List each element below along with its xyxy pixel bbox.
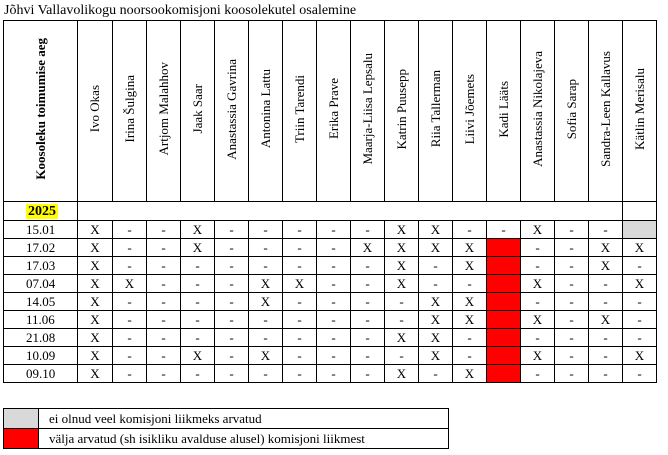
meeting-date: 11.06 [4, 311, 78, 329]
member-header [487, 21, 521, 202]
attendance-cell: - [283, 239, 317, 257]
attendance-cell: X [78, 239, 113, 257]
attendance-cell: X [623, 347, 657, 365]
member-header [555, 21, 589, 202]
member-header [623, 21, 657, 202]
member-header [181, 21, 215, 202]
attendance-cell: - [181, 275, 215, 293]
attendance-cell: - [351, 311, 385, 329]
attendance-cell: - [555, 293, 589, 311]
member-name: Erika Prave [325, 78, 341, 140]
attendance-cell: X [181, 221, 215, 239]
excluded-cell [487, 311, 521, 329]
excluded-cell [487, 293, 521, 311]
year-label: 2025 [28, 203, 56, 219]
legend-text: ei olnud veel komisjoni liikmeks arvatud [39, 409, 449, 429]
attendance-cell: - [215, 347, 249, 365]
table-row [4, 293, 657, 311]
attendance-cell: - [215, 257, 249, 275]
meeting-date: 17.03 [4, 257, 78, 275]
attendance-cell: - [147, 239, 181, 257]
member-header [385, 21, 419, 202]
attendance-cell: - [113, 221, 147, 239]
attendance-cell: - [181, 257, 215, 275]
attendance-cell: - [555, 329, 589, 347]
attendance-cell: - [453, 347, 487, 365]
header-row [4, 21, 657, 202]
table-row [4, 365, 657, 383]
attendance-cell: - [181, 311, 215, 329]
member-header [147, 21, 181, 202]
attendance-cell: X [419, 311, 453, 329]
attendance-cell: X [589, 239, 623, 257]
attendance-cell: - [147, 311, 181, 329]
member-name: Antonina Lattu [257, 69, 273, 149]
member-name: Sofia Sarap [563, 78, 579, 140]
attendance-cell: - [317, 257, 351, 275]
attendance-cell: - [351, 347, 385, 365]
attendance-cell: X [78, 311, 113, 329]
member-header [521, 21, 555, 202]
table-row [4, 311, 657, 329]
attendance-cell: - [555, 221, 589, 239]
attendance-cell: - [385, 347, 419, 365]
table-row [4, 329, 657, 347]
attendance-cell: X [78, 221, 113, 239]
table-row [4, 347, 657, 365]
attendance-cell: - [453, 221, 487, 239]
attendance-cell: X [521, 347, 555, 365]
table-row [4, 221, 657, 239]
legend-row [4, 409, 449, 429]
attendance-cell: - [589, 365, 623, 383]
attendance-cell: - [555, 239, 589, 257]
attendance-cell: - [249, 257, 283, 275]
member-header [419, 21, 453, 202]
attendance-cell: X [385, 365, 419, 383]
attendance-cell: - [113, 311, 147, 329]
meeting-date: 09.10 [4, 365, 78, 383]
attendance-cell: X [623, 275, 657, 293]
attendance-cell: - [521, 239, 555, 257]
member-name: Irina Šulgina [121, 75, 137, 143]
attendance-cell: - [249, 311, 283, 329]
attendance-cell: X [623, 239, 657, 257]
attendance-cell: - [215, 329, 249, 347]
attendance-cell: X [249, 347, 283, 365]
attendance-cell: X [453, 311, 487, 329]
attendance-cell: - [385, 293, 419, 311]
attendance-cell: - [147, 329, 181, 347]
attendance-cell: - [385, 311, 419, 329]
attendance-cell: X [453, 257, 487, 275]
attendance-cell: - [521, 365, 555, 383]
member-name: Anastassia Nikolajeva [529, 51, 545, 167]
attendance-cell: - [419, 365, 453, 383]
member-header [249, 21, 283, 202]
member-name: Riia Tallerman [427, 70, 443, 148]
attendance-cell: X [419, 329, 453, 347]
legend-swatch [4, 409, 39, 429]
attendance-cell: - [453, 329, 487, 347]
page-title: Jõhvi Vallavolikogu noorsookomisjoni koosolekutel osalemine [4, 3, 357, 18]
attendance-cell: X [351, 239, 385, 257]
attendance-cell: - [113, 257, 147, 275]
member-name: Artjom Malahhov [155, 62, 171, 156]
attendance-cell: - [419, 275, 453, 293]
attendance-cell: - [623, 257, 657, 275]
attendance-cell: X [385, 257, 419, 275]
attendance-cell: - [317, 275, 351, 293]
attendance-cell: - [419, 257, 453, 275]
attendance-cell: - [555, 275, 589, 293]
attendance-cell: - [555, 257, 589, 275]
attendance-cell: - [147, 257, 181, 275]
attendance-cell: - [249, 365, 283, 383]
attendance-cell: - [555, 347, 589, 365]
member-name: Kadi Lääts [495, 80, 511, 138]
attendance-cell: X [78, 347, 113, 365]
member-header [453, 21, 487, 202]
excluded-cell [487, 365, 521, 383]
attendance-cell: X [453, 293, 487, 311]
attendance-cell: X [419, 293, 453, 311]
attendance-cell: X [249, 293, 283, 311]
attendance-cell: X [78, 275, 113, 293]
attendance-cell: - [181, 293, 215, 311]
meeting-date: 21.08 [4, 329, 78, 347]
year-row-end [623, 202, 657, 221]
table-row [4, 257, 657, 275]
attendance-cell: X [521, 221, 555, 239]
attendance-cell: - [215, 365, 249, 383]
attendance-cell: - [283, 329, 317, 347]
attendance-cell: - [623, 329, 657, 347]
year-row [4, 202, 657, 221]
excluded-cell [487, 329, 521, 347]
attendance-cell: - [589, 347, 623, 365]
attendance-cell: - [181, 329, 215, 347]
attendance-cell: - [317, 311, 351, 329]
legend-row [4, 429, 449, 449]
date-column-header [4, 21, 78, 202]
attendance-cell: - [283, 257, 317, 275]
not-yet-member-cell [623, 221, 657, 239]
table-row [4, 275, 657, 293]
table-row [4, 239, 657, 257]
attendance-cell: X [249, 275, 283, 293]
attendance-cell: X [453, 239, 487, 257]
attendance-cell: X [181, 347, 215, 365]
attendance-cell: - [147, 275, 181, 293]
attendance-cell: - [589, 293, 623, 311]
attendance-cell: - [283, 221, 317, 239]
meeting-date: 14.05 [4, 293, 78, 311]
attendance-cell: - [113, 347, 147, 365]
attendance-cell: - [317, 221, 351, 239]
attendance-cell: - [113, 239, 147, 257]
attendance-cell: X [78, 293, 113, 311]
meeting-date: 17.02 [4, 239, 78, 257]
attendance-cell: - [147, 347, 181, 365]
attendance-cell: - [147, 221, 181, 239]
member-name: Ivo Okas [87, 85, 102, 133]
attendance-cell: X [521, 275, 555, 293]
legend [3, 408, 449, 449]
attendance-cell: - [317, 365, 351, 383]
member-name: Sandra-Leen Kallavus [597, 51, 613, 167]
attendance-cell: - [181, 365, 215, 383]
attendance-cell: - [555, 311, 589, 329]
meeting-date: 10.09 [4, 347, 78, 365]
attendance-cell: X [113, 275, 147, 293]
attendance-cell: - [351, 365, 385, 383]
member-header [351, 21, 385, 202]
attendance-cell: X [78, 329, 113, 347]
excluded-cell [487, 347, 521, 365]
attendance-cell: - [113, 293, 147, 311]
year-cell [4, 202, 78, 221]
attendance-cell: - [147, 365, 181, 383]
attendance-cell: - [351, 257, 385, 275]
attendance-cell: - [555, 365, 589, 383]
attendance-cell: X [419, 239, 453, 257]
attendance-cell: - [623, 293, 657, 311]
legend-swatch [4, 429, 39, 449]
attendance-cell: X [385, 221, 419, 239]
attendance-cell: - [283, 293, 317, 311]
attendance-cell: - [317, 347, 351, 365]
attendance-cell: - [317, 329, 351, 347]
member-name: Maarja-Liisa Lepsalu [359, 53, 375, 165]
member-name: Anastassia Gavrina [223, 58, 239, 160]
member-header [113, 21, 147, 202]
attendance-cell: - [215, 239, 249, 257]
attendance-cell: - [283, 311, 317, 329]
attendance-cell: - [589, 221, 623, 239]
attendance-cell: - [351, 329, 385, 347]
member-name: Katrin Puusepp [393, 68, 409, 150]
excluded-cell [487, 275, 521, 293]
meeting-date: 07.04 [4, 275, 78, 293]
date-header-label: Koosoleku toimumise aeg [32, 38, 48, 180]
attendance-cell: X [419, 347, 453, 365]
attendance-cell: - [113, 365, 147, 383]
attendance-cell: - [283, 347, 317, 365]
attendance-cell: - [249, 329, 283, 347]
attendance-cell: - [249, 221, 283, 239]
attendance-cell: X [589, 257, 623, 275]
attendance-cell: - [521, 257, 555, 275]
attendance-cell: - [317, 239, 351, 257]
attendance-table [3, 20, 657, 383]
attendance-cell: X [589, 311, 623, 329]
member-header [589, 21, 623, 202]
attendance-cell: - [623, 365, 657, 383]
member-name: Triin Tarendi [291, 74, 307, 144]
attendance-cell: - [317, 293, 351, 311]
attendance-cell: X [283, 275, 317, 293]
legend-text: välja arvatud (sh isikliku avalduse alusel) komisjoni liikmest [39, 429, 449, 449]
member-header [283, 21, 317, 202]
attendance-cell: - [283, 365, 317, 383]
attendance-cell: - [589, 329, 623, 347]
attendance-cell: - [215, 293, 249, 311]
attendance-cell: - [249, 239, 283, 257]
meeting-date: 15.01 [4, 221, 78, 239]
attendance-cell: - [113, 329, 147, 347]
attendance-cell: - [147, 293, 181, 311]
member-name: Liivi Jõemets [461, 73, 477, 145]
attendance-cell: X [385, 275, 419, 293]
attendance-cell: X [385, 329, 419, 347]
attendance-cell: - [215, 311, 249, 329]
attendance-cell: - [453, 275, 487, 293]
excluded-cell [487, 239, 521, 257]
year-row-spacer [78, 202, 623, 221]
attendance-cell: X [78, 365, 113, 383]
attendance-cell: - [487, 221, 521, 239]
member-header [215, 21, 249, 202]
attendance-cell: - [589, 275, 623, 293]
attendance-cell: - [351, 293, 385, 311]
attendance-cell: X [419, 221, 453, 239]
attendance-cell: X [521, 311, 555, 329]
attendance-cell: X [385, 239, 419, 257]
attendance-cell: - [521, 293, 555, 311]
excluded-cell [487, 257, 521, 275]
attendance-cell: - [521, 329, 555, 347]
member-name: Kätlin Merisalu [631, 68, 647, 150]
attendance-cell: - [351, 275, 385, 293]
member-name: Jaak Saar [189, 84, 205, 134]
member-header [317, 21, 351, 202]
attendance-cell: X [181, 239, 215, 257]
attendance-cell: - [351, 221, 385, 239]
attendance-cell: - [215, 221, 249, 239]
attendance-cell: - [215, 275, 249, 293]
attendance-cell: X [453, 365, 487, 383]
attendance-cell: X [78, 257, 113, 275]
attendance-cell: - [623, 311, 657, 329]
member-header [78, 21, 113, 202]
